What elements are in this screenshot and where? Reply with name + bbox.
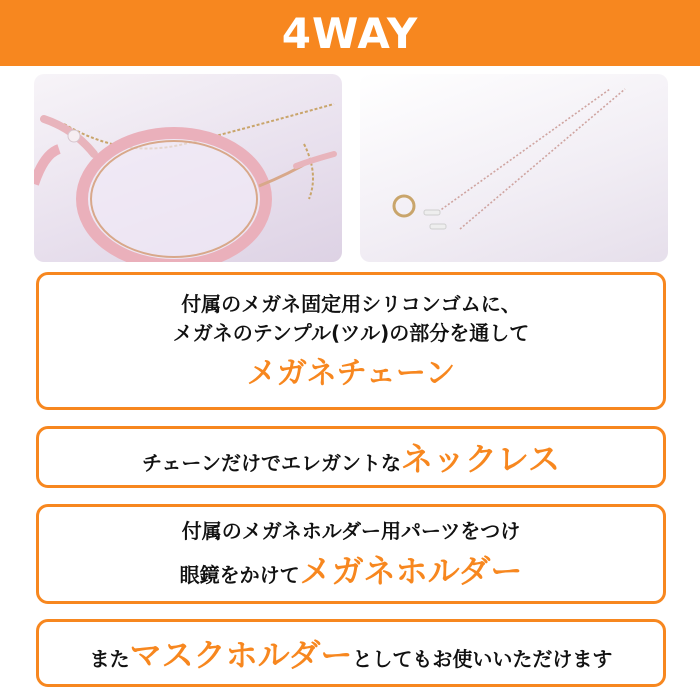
feature-necklace-text: チェーンだけでエレガントな bbox=[141, 451, 401, 475]
feature-mask-holder-highlight: マスクホルダー bbox=[129, 636, 353, 674]
glasses-illustration bbox=[34, 74, 342, 262]
feature-glasses-chain-line1: 付属のメガネ固定用シリコンゴムに、 bbox=[181, 292, 521, 316]
glasses-with-chain-photo bbox=[34, 74, 342, 262]
chain-only-photo bbox=[360, 74, 668, 262]
feature-glasses-holder bbox=[36, 504, 666, 604]
chain-illustration bbox=[360, 74, 668, 262]
feature-glasses-holder-prefix: 眼鏡をかけて bbox=[179, 562, 300, 587]
feature-necklace-highlight: ネックレス bbox=[400, 440, 561, 478]
feature-glasses-holder-highlight: メガネホルダー bbox=[299, 551, 523, 590]
header-banner bbox=[0, 0, 700, 66]
feature-glasses-chain-line2: メガネのテンプル(ツル)の部分を通して bbox=[172, 321, 530, 345]
feature-mask-holder-suffix: としてもお使いいただけます bbox=[352, 647, 613, 671]
feature-necklace bbox=[36, 426, 666, 488]
feature-glasses-chain-highlight: メガネチェーン bbox=[246, 356, 456, 391]
header-title: 4WAY bbox=[281, 8, 419, 58]
feature-glasses-holder-line1: 付属のメガネホルダー用パーツをつけ bbox=[181, 518, 521, 543]
feature-glasses-chain bbox=[36, 272, 666, 410]
feature-mask-holder-prefix: また bbox=[89, 647, 130, 671]
feature-mask-holder bbox=[36, 619, 666, 687]
